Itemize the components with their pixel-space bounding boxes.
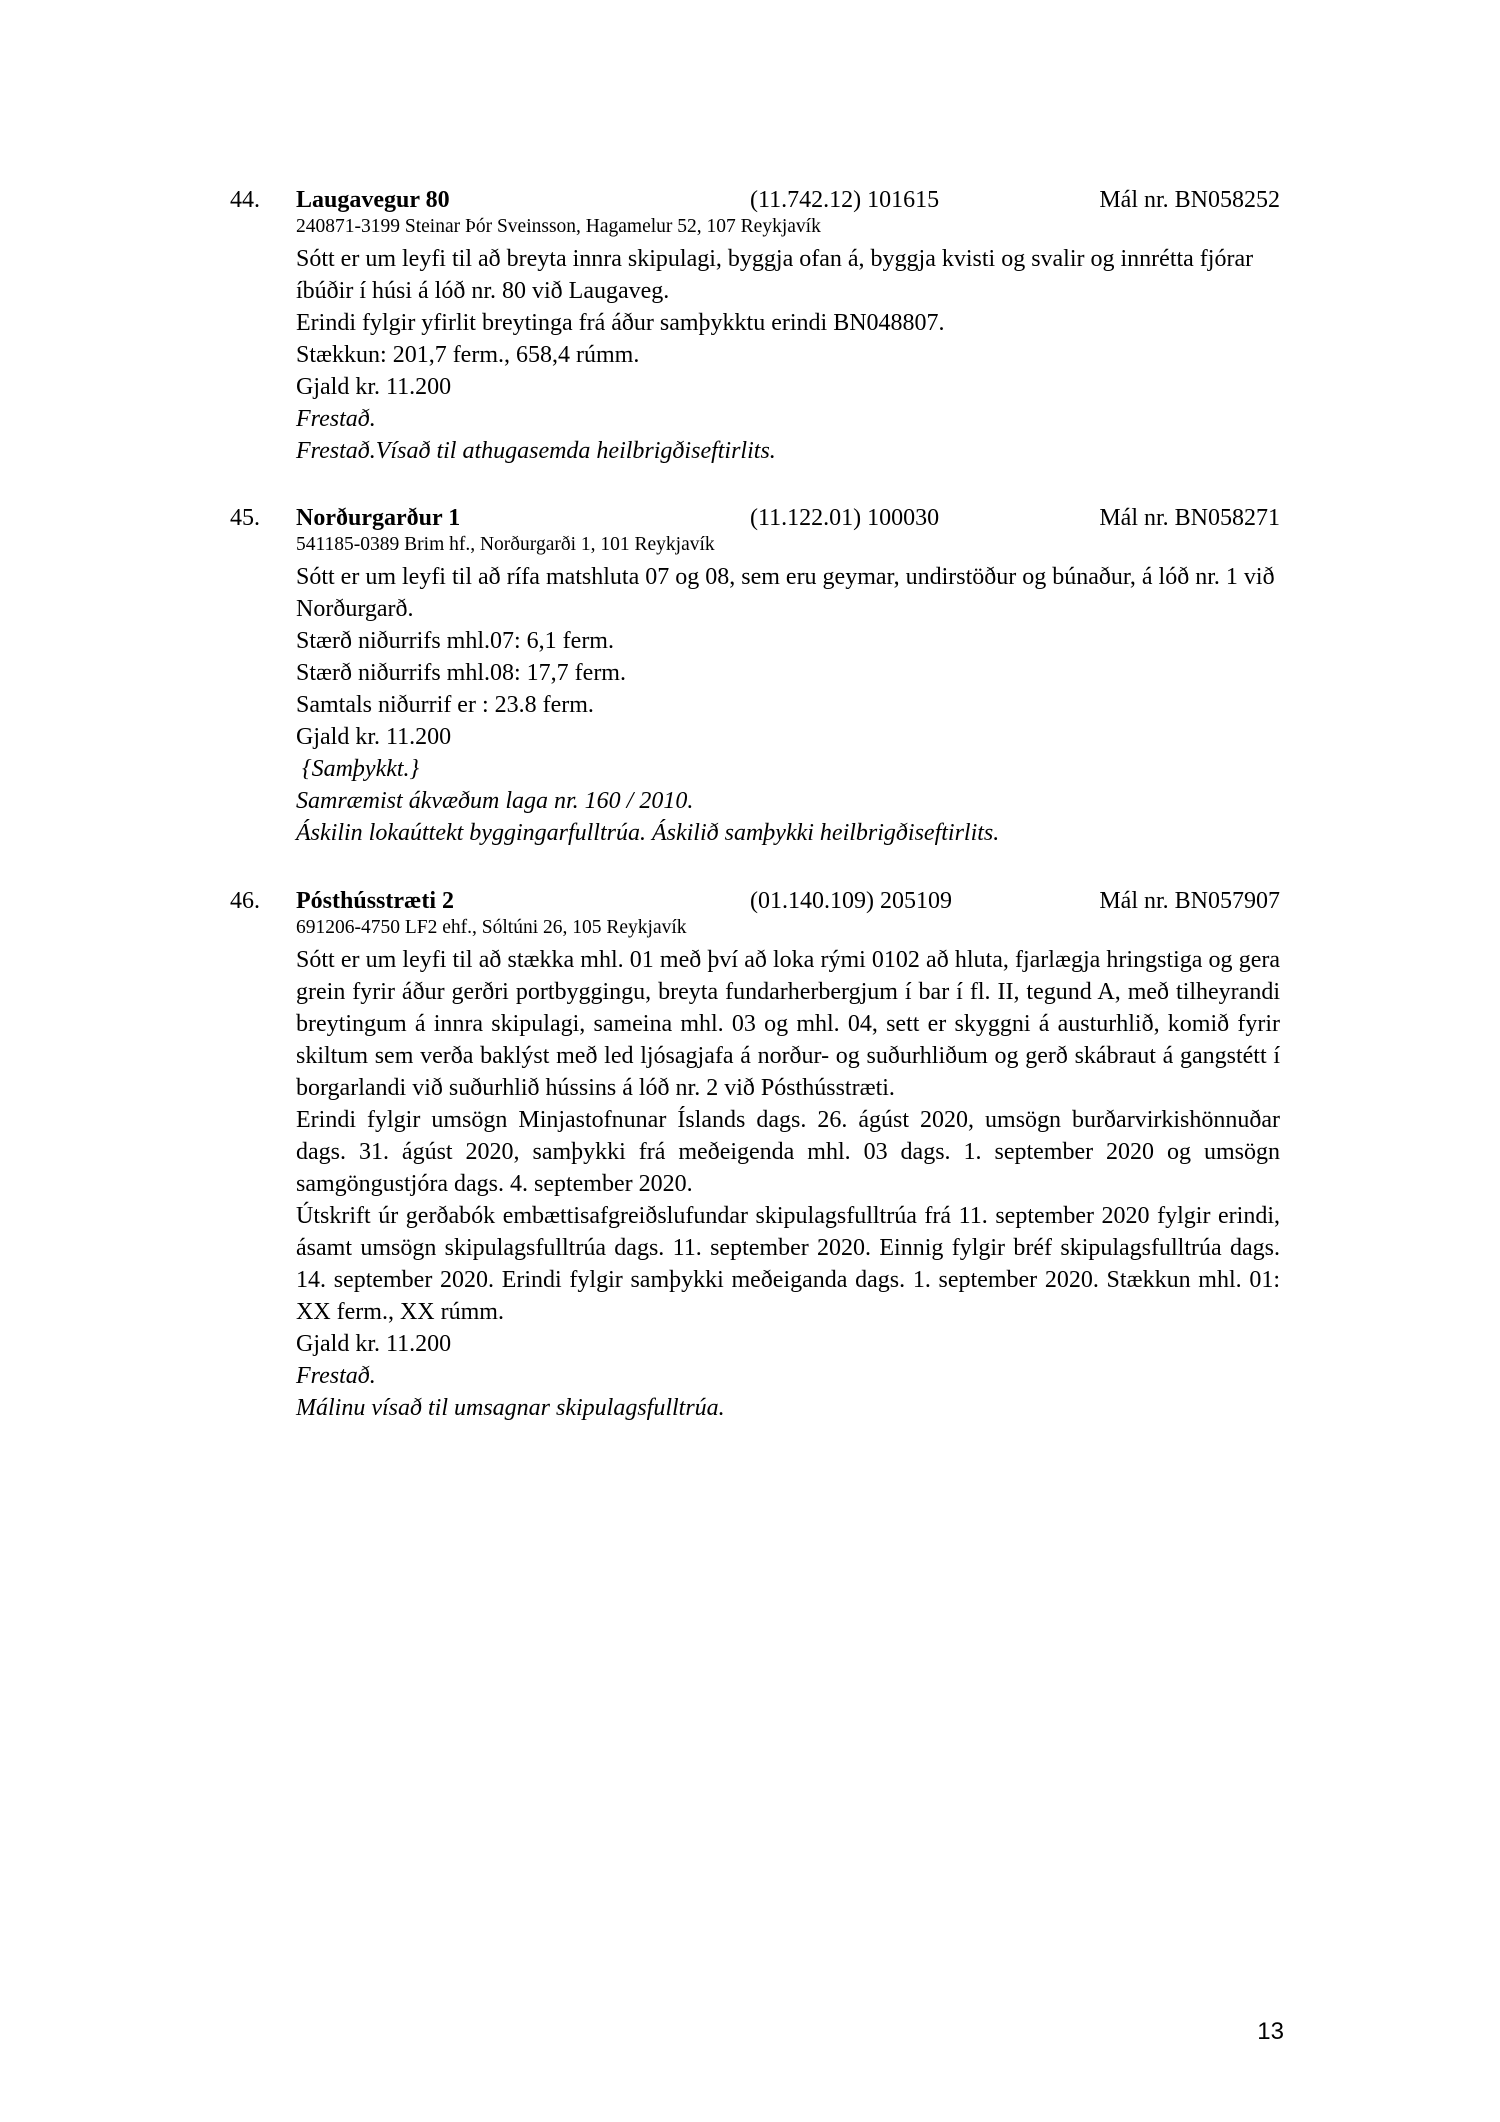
case-number: 45. (230, 505, 260, 531)
case-note: Stærð niðurrifs mhl.08: 17,7 ferm. (296, 660, 626, 686)
case-fee: Gjald kr. 11.200 (296, 374, 452, 400)
page-number: 13 (1257, 2018, 1284, 2045)
case-address: Pósthússtræti 2 (296, 888, 455, 914)
case-applicant: 240871-3199 Steinar Þór Sveinsson, Hagamelur 52, 107 Reykjavík (296, 216, 821, 237)
case-id: Mál nr. BN058271 (1099, 505, 1280, 531)
case-id: Mál nr. BN057907 (1099, 888, 1280, 914)
case-reference: (11.742.12) 101615 (750, 187, 940, 213)
case-note: Stækkun: 201,7 ferm., 658,4 rúmm. (296, 342, 640, 368)
case-decision: Frestað.Vísað til athugasemda heilbrigðiseftirlits. (296, 438, 776, 464)
case-fee: Gjald kr. 11.200 (296, 1331, 452, 1357)
case-description: Sótt er um leyfi til að stækka mhl. 01 með því að loka rými 0102 að hluta, fjarlægja hringstiga og gera grein fyrir áður gerðri portbyggingu, breyta fundarherbergjum í bar í fl. II, tegund A, með tilheyrandi breytingum á innra skipulagi, sameina mhl. 03 og mhl. 04, sett er skyggni á austurhlið, komið fyrir skiltum sem verða baklýst með led ljósagjafa á norður- og suðurhliðum og gerð skábraut á gangstétt í borgarlandi við suðurhlið hússins á lóð nr. 2 við Pósthússtræti. (296, 947, 1280, 1101)
case-note: Samtals niðurrif er : 23.8 ferm. (296, 692, 594, 718)
case-note: Erindi fylgir yfirlit breytinga frá áður samþykktu erindi BN048807. (296, 310, 945, 336)
case-number: 46. (230, 888, 260, 914)
case-description: Sótt er um leyfi til að rífa matshluta 07 og 08, sem eru geymar, undirstöður og búnaður, á lóð nr. 1 við Norðurgarð. (296, 564, 1275, 622)
case-reference: (01.140.109) 205109 (750, 888, 952, 914)
case-body (296, 916, 1280, 1424)
case-number: 44. (230, 187, 260, 213)
case-header (230, 183, 1280, 217)
case-header (230, 884, 1280, 918)
case-note: Stærð niðurrifs mhl.07: 6,1 ferm. (296, 628, 614, 654)
case-applicant: 691206-4750 LF2 ehf., Sóltúni 26, 105 Reykjavík (296, 917, 687, 938)
case-item (230, 501, 1280, 849)
case-applicant: 541185-0389 Brim hf., Norðurgarði 1, 101 Reykjavík (296, 534, 715, 555)
case-address: Norðurgarður 1 (296, 505, 461, 531)
case-item (230, 183, 1280, 467)
case-item (230, 884, 1280, 1424)
case-note: Erindi fylgir umsögn Minjastofnunar Íslands dags. 26. ágúst 2020, umsögn burðarvirkishönnuðar dags. 31. ágúst 2020, samþykki frá meðeigenda mhl. 03 dags. 1. september 2020 og umsögn samgöngustjóra dags. 4. september 2020. (296, 1107, 1280, 1197)
case-decision: {Samþykkt.} (296, 756, 420, 782)
case-decision: Málinu vísað til umsagnar skipulagsfulltrúa. (296, 1395, 725, 1421)
case-header (230, 501, 1280, 535)
case-decision: Frestað. (296, 406, 376, 432)
case-note: Útskrift úr gerðabók embættisafgreiðslufundar skipulagsfulltrúa frá 11. september 2020 fylgir erindi, ásamt umsögn skipulagsfulltrúa dags. 11. september 2020. Einnig fylgir bréf skipulagsfulltrúa dags. 14. september 2020. Erindi fylgir samþykki meðeiganda dags. 1. september 2020. Stækkun mhl. 01: XX ferm., XX rúmm. (296, 1203, 1280, 1325)
case-description: Sótt er um leyfi til að breyta innra skipulagi, byggja ofan á, byggja kvisti og svalir og innrétta fjórar íbúðir í húsi á lóð nr. 80 við Laugaveg. (296, 246, 1254, 304)
case-decision: Samræmist ákvæðum laga nr. 160 / 2010. (296, 788, 694, 814)
case-decision: Áskilin lokaúttekt byggingarfulltrúa. Áskilið samþykki heilbrigðiseftirlits. (296, 820, 1000, 846)
case-id: Mál nr. BN058252 (1099, 187, 1280, 213)
case-body (296, 215, 1280, 467)
case-fee: Gjald kr. 11.200 (296, 724, 452, 750)
case-body (296, 533, 1280, 849)
case-reference: (11.122.01) 100030 (750, 505, 940, 531)
case-decision: Frestað. (296, 1363, 376, 1389)
case-address: Laugavegur 80 (296, 187, 450, 213)
